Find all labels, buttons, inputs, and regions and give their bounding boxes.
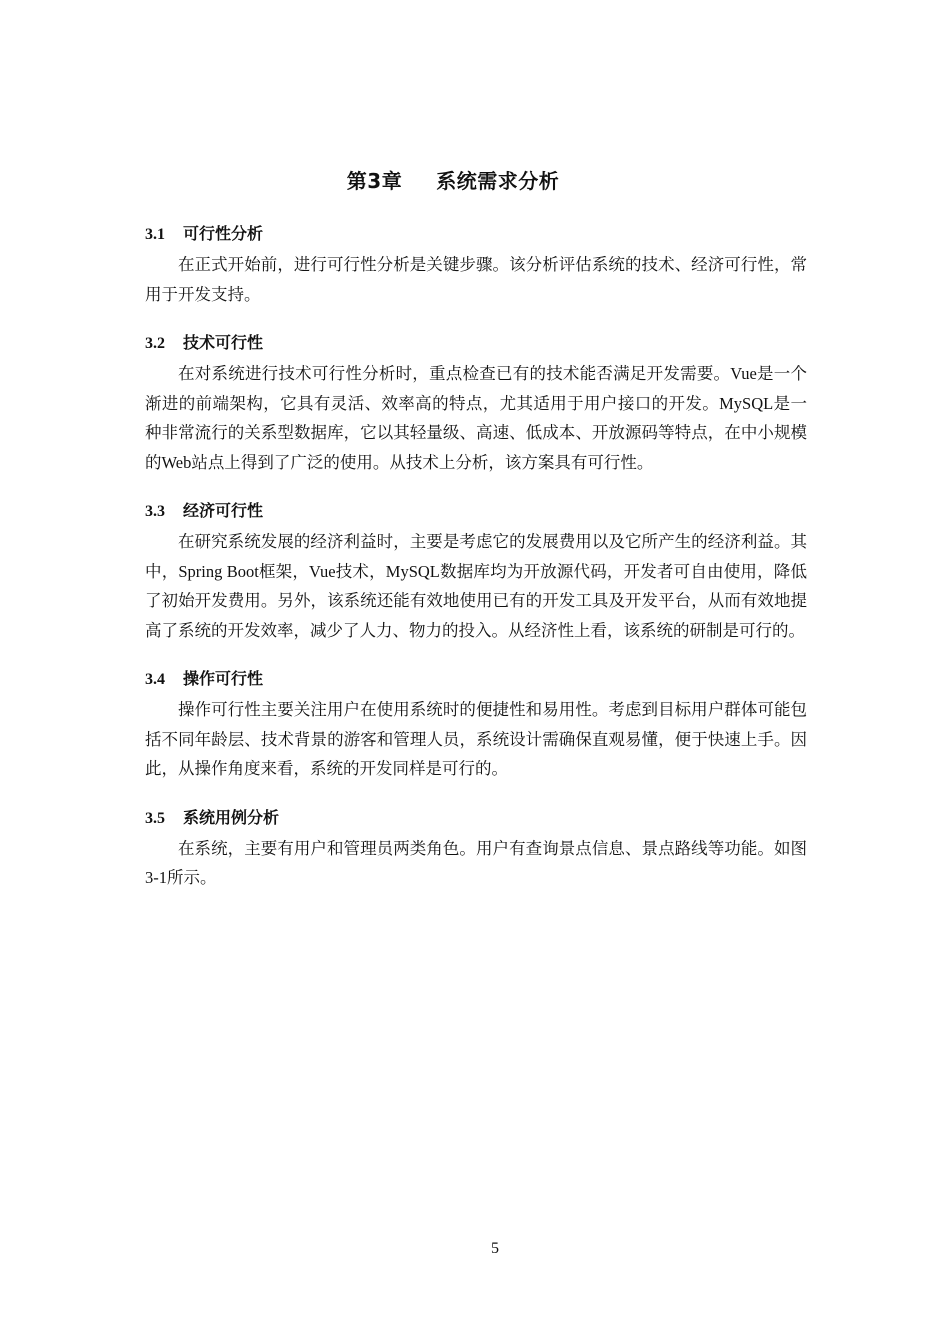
section-number: 3.2 xyxy=(145,335,165,352)
section-title: 经济可行性 xyxy=(183,501,264,520)
chapter-title xyxy=(0,165,906,194)
section-heading xyxy=(145,802,807,834)
chapter-body xyxy=(145,218,807,911)
section-number: 3.4 xyxy=(145,671,165,688)
section-title: 可行性分析 xyxy=(183,224,264,243)
section-number: 3.3 xyxy=(145,503,165,520)
section-paragraph: 在系统，主要有用户和管理员两类角色。用户有查询景点信息、景点路线等功能。如图3-1所示。 xyxy=(145,838,807,887)
section-paragraph: 在正式开始前，进行可行性分析是关键步骤。该分析评估系统的技术、经济可行性，常用于开发支持。 xyxy=(145,255,807,304)
section-3-4 xyxy=(145,663,807,784)
chapter-number: 第3章 xyxy=(346,169,403,194)
section-3-5 xyxy=(145,802,807,893)
chapter-title-text: 系统需求分析 xyxy=(436,169,560,194)
section-number: 3.5 xyxy=(145,809,165,827)
section-number: 3.1 xyxy=(145,226,165,243)
page-number: 5 xyxy=(491,1240,499,1257)
section-3-1 xyxy=(145,218,807,309)
section-3-3 xyxy=(145,495,807,645)
section-title: 技术可行性 xyxy=(183,333,264,352)
section-paragraph: 在对系统进行技术可行性分析时，重点检查已有的技术能否满足开发需要。Vue是一个渐进的前端架构，它具有灵活、效率高的特点，尤其适用于用户接口的开发。MySQL是一种非常流行的关系型数据库，它以其轻量级、高速、低成本、开放源码等特点，在中小规模的Web站点上得到了广泛的使用。从技术上分析，该方案具有可行性。 xyxy=(145,364,807,472)
section-title: 系统用例分析 xyxy=(183,807,280,827)
section-heading xyxy=(145,327,807,359)
section-heading xyxy=(145,495,807,527)
section-paragraph: 操作可行性主要关注用户在使用系统时的便捷性和易用性。考虑到目标用户群体可能包括不同年龄层、技术背景的游客和管理人员，系统设计需确保直观易懂，便于快速上手。因此，从操作角度来看，系统的开发同样是可行的。 xyxy=(145,700,807,778)
section-heading xyxy=(145,218,807,250)
section-heading xyxy=(145,663,807,695)
section-paragraph: 在研究系统发展的经济利益时，主要是考虑它的发展费用以及它所产生的经济利益。其中，Spring Boot框架，Vue技术，MySQL数据库均为开放源代码，开发者可自由使用，降低了初始开发费用。另外，该系统还能有效地使用已有的开发工具及开发平台，从而有效地提高了系统的开发效率，减少了人力、物力的投入。从经济性上看，该系统的研制是可行的。 xyxy=(145,532,807,640)
section-title: 操作可行性 xyxy=(183,669,264,688)
section-3-2 xyxy=(145,327,807,477)
